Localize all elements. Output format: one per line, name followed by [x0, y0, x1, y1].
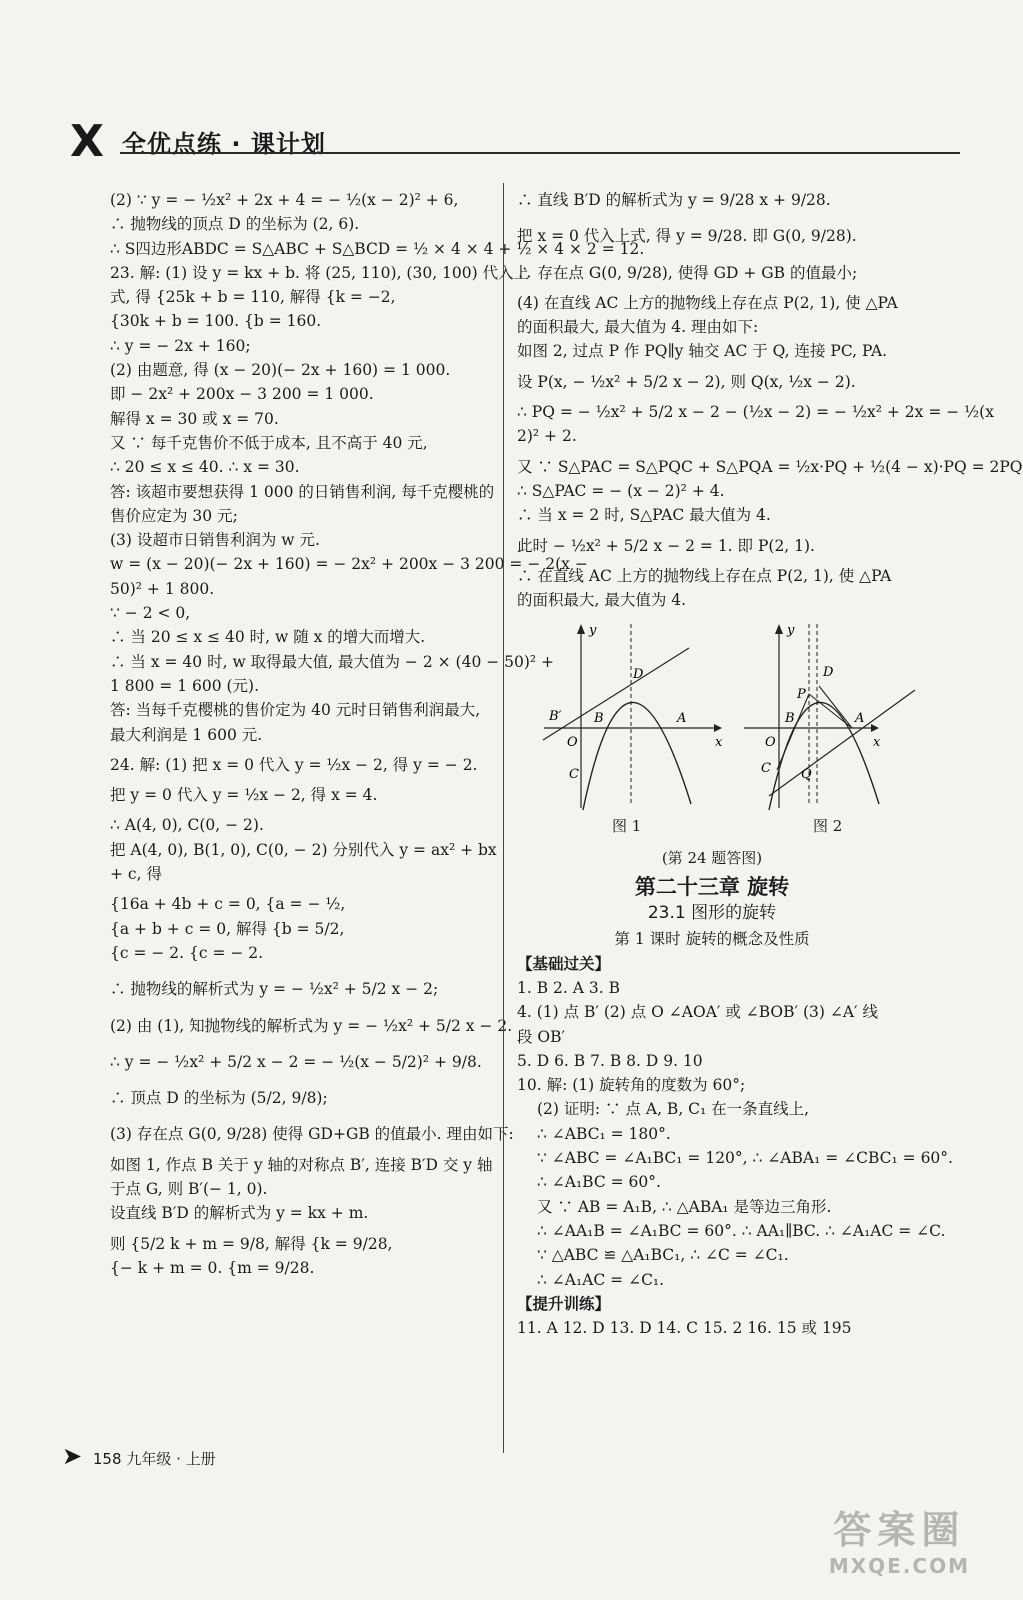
- fig2-label-a: A: [855, 711, 865, 727]
- text-line: 2)² + 2.: [517, 427, 577, 446]
- question-23-start: 23. 解: (1) 设 y = kx + b. 将 (25, 110), (30, 100) 代入上: [110, 263, 530, 282]
- fig2-y-arrow: [775, 624, 783, 634]
- answer-line: 4. (1) 点 B′ (2) 点 O ∠AOA′ 或 ∠BOB′ (3) ∠A′ 线: [517, 1003, 878, 1022]
- fig2-label-p: P: [797, 687, 806, 703]
- figure-2-label: 图 2: [813, 817, 843, 836]
- answer-line: 5. D 6. B 7. B 8. D 9. 10: [517, 1051, 703, 1070]
- text-line: 此时 − ½x² + 5/2 x − 2 = 1. 即 P(2, 1).: [517, 536, 815, 555]
- equation-system: {a + b + c = 0, 解得 {b = 5/2,: [110, 919, 345, 938]
- text-line: 设直线 B′D 的解析式为 y = kx + m.: [110, 1204, 369, 1223]
- watermark-title: 答案圈: [833, 1508, 966, 1552]
- header-rule: [120, 152, 960, 154]
- fig1-label-a: A: [677, 711, 687, 727]
- text-line: ∴ PQ = − ½x² + 5/2 x − 2 − (½x − 2) = − ½x² + 2x = − ½(x: [517, 403, 994, 422]
- text-line: ∴ 在直线 AC 上方的抛物线上存在点 P(2, 1), 使 △PA: [517, 566, 892, 585]
- watermark-url: MXQE.COM: [828, 1554, 970, 1578]
- site-watermark: [829, 1499, 970, 1578]
- text-line: 1 800 = 1 600 (元).: [110, 676, 260, 695]
- answer-figures: [517, 618, 967, 838]
- text-line: ∴ y = − 2x + 160;: [110, 336, 251, 355]
- right-column: [517, 188, 1023, 1340]
- fig1-line-bd: [543, 648, 689, 740]
- basics-heading: 【基础过关】: [517, 954, 611, 973]
- answer-line: 1. B 2. A 3. B: [517, 978, 620, 997]
- text-line: ∴ S△PAC = − (x − 2)² + 4.: [517, 481, 725, 500]
- section-title: 23.1 图形的旋转: [647, 903, 777, 924]
- text-line: 于点 G, 则 B′(− 1, 0).: [110, 1179, 268, 1198]
- text-line: 把 A(4, 0), B(1, 0), C(0, − 2) 分别代入 y = ax² + bx: [110, 840, 497, 859]
- fig1-label-x: x: [715, 735, 723, 751]
- answer-line: 11. A 12. D 13. D 14. C 15. 2 16. 15 或 195: [517, 1319, 852, 1338]
- text-line: ∴ S四边形ABDC = S△ABC + S△BCD = ½ × 4 × 4 + ½ × 4 × 2 = 12.: [110, 239, 645, 258]
- answer-line: ∴ ∠A₁BC = 60°.: [537, 1173, 661, 1192]
- text-line: ∴ 当 x = 40 时, w 取得最大值, 最大值为 − 2 × (40 − 50)² +: [110, 652, 555, 671]
- fig2-x-arrow: [871, 724, 879, 732]
- text-line: (4) 在直线 AC 上方的抛物线上存在点 P(2, 1), 使 △PA: [517, 293, 898, 312]
- text-line: 答: 该超市要想获得 1 000 的日销售利润, 每千克樱桃的: [110, 482, 495, 501]
- fig2-line-pc: [777, 694, 809, 770]
- fig1-x-arrow: [714, 724, 722, 732]
- text-line: w = (x − 20)(− 2x + 160) = − 2x² + 200x − 3 200 = − 2(x −: [110, 555, 588, 574]
- text-line: 把 y = 0 代入 y = ½x − 2, 得 x = 4.: [110, 786, 378, 805]
- fig2-label-q: Q: [801, 767, 812, 783]
- answer-line: ∴ ∠A₁AC = ∠C₁.: [537, 1270, 665, 1289]
- text-line: ∴ 顶点 D 的坐标为 (5/2, 9/8);: [110, 1089, 328, 1108]
- fig2-label-d: D: [823, 665, 834, 681]
- text-line: 答: 当每千克樱桃的售价定为 40 元时日销售利润最大,: [110, 701, 481, 720]
- question-24-start: 24. 解: (1) 把 x = 0 代入 y = ½x − 2, 得 y = − 2.: [110, 755, 478, 774]
- text-line: ∵ − 2 < 0,: [110, 604, 191, 623]
- fig1-label-o: O: [567, 735, 578, 751]
- text-line: (2) 由 (1), 知抛物线的解析式为 y = − ½x² + 5/2 x − 2.: [110, 1016, 513, 1035]
- book-title: 全优点练 · 课计划: [122, 130, 326, 158]
- text-line: 50)² + 1 800.: [110, 579, 215, 598]
- fig1-y-arrow: [577, 624, 585, 634]
- fig1-label-d: D: [633, 667, 644, 683]
- answer-line: 10. 解: (1) 旋转角的度数为 60°;: [517, 1076, 746, 1095]
- text-line: (2) ∵ y = − ½x² + 2x + 4 = − ½(x − 2)² + 6,: [110, 191, 459, 209]
- fig2-label-o: O: [765, 735, 776, 751]
- fig1-label-c: C: [569, 767, 579, 783]
- equation-system: 则 {5/2 k + m = 9/8, 解得 {k = 9/28,: [110, 1234, 393, 1253]
- figure-1: [539, 618, 759, 813]
- text-line: ∴ 抛物线的顶点 D 的坐标为 (2, 6).: [110, 215, 360, 234]
- fig1-label-y: y: [589, 623, 597, 639]
- grade-label: 九年级 · 上册: [126, 1450, 216, 1468]
- text-line: 又 ∵ S△PAC = S△PQC + S△PQA = ½x·PQ + ½(4 − x)·PQ = 2PQ: [517, 457, 1023, 476]
- fig2-label-y: y: [787, 623, 795, 639]
- text-line: ∴ 抛物线的解析式为 y = − ½x² + 5/2 x − 2;: [110, 980, 439, 999]
- text-line: 售价应定为 30 元;: [110, 506, 238, 525]
- text-line: (2) 由题意, 得 (x − 20)(− 2x + 160) = 1 000.: [110, 361, 451, 380]
- text-line: 把 x = 0 代入上式, 得 y = 9/28. 即 G(0, 9/28).: [517, 227, 857, 246]
- fig1-label-b-prime: B′: [549, 709, 562, 725]
- equation-system: {c = − 2. {c = − 2.: [110, 943, 264, 962]
- equation-system: {30k + b = 100. {b = 160.: [110, 312, 322, 331]
- equation-system: {16a + 4b + c = 0, {a = − ½,: [110, 895, 346, 914]
- text-line: ∴ 20 ≤ x ≤ 40. ∴ x = 30.: [110, 458, 300, 477]
- text-line: 的面积最大, 最大值为 4.: [517, 591, 687, 610]
- fig1-label-b: B: [594, 711, 604, 727]
- text-line: + c, 得: [110, 865, 162, 884]
- lesson-title: 第 1 课时 旋转的概念及性质: [614, 930, 810, 949]
- column-divider: [503, 183, 504, 1453]
- fig2-line-ac: [769, 690, 915, 796]
- text-line: 设 P(x, − ½x² + 5/2 x − 2), 则 Q(x, ½x − 2).: [517, 372, 856, 391]
- answer-line: ∵ ∠ABC = ∠A₁BC₁ = 120°, ∴ ∠ABA₁ = ∠CBC₁ = 60°.: [537, 1149, 953, 1168]
- figure-1-label: 图 1: [612, 817, 642, 836]
- page-number: 158: [92, 1450, 122, 1468]
- text-line: (3) 存在点 G(0, 9/28) 使得 GD+GB 的值最小. 理由如下:: [110, 1125, 514, 1144]
- fig2-line-da: [819, 686, 852, 728]
- text-line: ∴ y = − ½x² + 5/2 x − 2 = − ½(x − 5/2)² + 9/8.: [110, 1052, 482, 1071]
- chapter-title: 第二十三章 旋转: [634, 874, 790, 899]
- answer-line: ∴ ∠ABC₁ = 180°.: [537, 1124, 671, 1143]
- text-line: 的面积最大, 最大值为 4. 理由如下:: [517, 318, 759, 337]
- fig2-label-x: x: [873, 735, 881, 751]
- text-line: 如图 1, 作点 B 关于 y 轴的对称点 B′, 连接 B′D 交 y 轴: [110, 1155, 493, 1174]
- brand-logo-icon: X: [70, 116, 104, 167]
- equation-system: 式, 得 {25k + b = 110, 解得 {k = −2,: [110, 288, 396, 307]
- text-line: ∴ 当 x = 2 时, S△PAC 最大值为 4.: [517, 506, 771, 525]
- answer-line: ∵ △ABC ≌ △A₁BC₁, ∴ ∠C = ∠C₁.: [537, 1246, 789, 1265]
- answer-line: 段 OB′: [517, 1027, 566, 1046]
- text-line: 解得 x = 30 或 x = 70.: [110, 409, 279, 428]
- text-line: 又 ∵ 每千克售价不低于成本, 且不高于 40 元,: [110, 433, 428, 452]
- text-line: ∴ A(4, 0), C(0, − 2).: [110, 816, 264, 835]
- fig2-label-c: C: [761, 761, 771, 777]
- page-header: [60, 118, 960, 168]
- fig2-line-pa: [809, 694, 852, 728]
- fig2-label-b: B: [785, 711, 795, 727]
- text-line: 如图 2, 过点 P 作 PQ∥y 轴交 AC 于 Q, 连接 PC, PA.: [517, 342, 888, 361]
- equation-system: {− k + m = 0. {m = 9/28.: [110, 1258, 315, 1277]
- answer-line: 又 ∵ AB = A₁B, ∴ △ABA₁ 是等边三角形.: [537, 1197, 832, 1216]
- page-footer: [62, 1442, 216, 1470]
- text-line: 最大利润是 1 600 元.: [110, 725, 263, 744]
- advanced-heading: 【提升训练】: [517, 1294, 611, 1313]
- text-line: ∴ 直线 B′D 的解析式为 y = 9/28 x + 9/28.: [517, 191, 831, 209]
- text-line: 即 − 2x² + 200x − 3 200 = 1 000.: [110, 385, 374, 404]
- figure-2: [739, 618, 959, 813]
- text-line: ∴ 当 20 ≤ x ≤ 40 时, w 随 x 的增大而增大.: [110, 628, 426, 647]
- text-line: (3) 设超市日销售利润为 w 元.: [110, 531, 320, 550]
- figure-caption: (第 24 题答图): [661, 849, 763, 868]
- answer-line: ∴ ∠AA₁B = ∠A₁BC = 60°. ∴ AA₁∥BC. ∴ ∠A₁AC = ∠C.: [537, 1221, 946, 1240]
- footer-arrow-icon: ➤: [62, 1442, 83, 1470]
- text-line: ∴ 存在点 G(0, 9/28), 使得 GD + GB 的值最小;: [517, 263, 858, 282]
- answer-line: (2) 证明: ∵ 点 A, B, C₁ 在一条直线上,: [537, 1100, 810, 1119]
